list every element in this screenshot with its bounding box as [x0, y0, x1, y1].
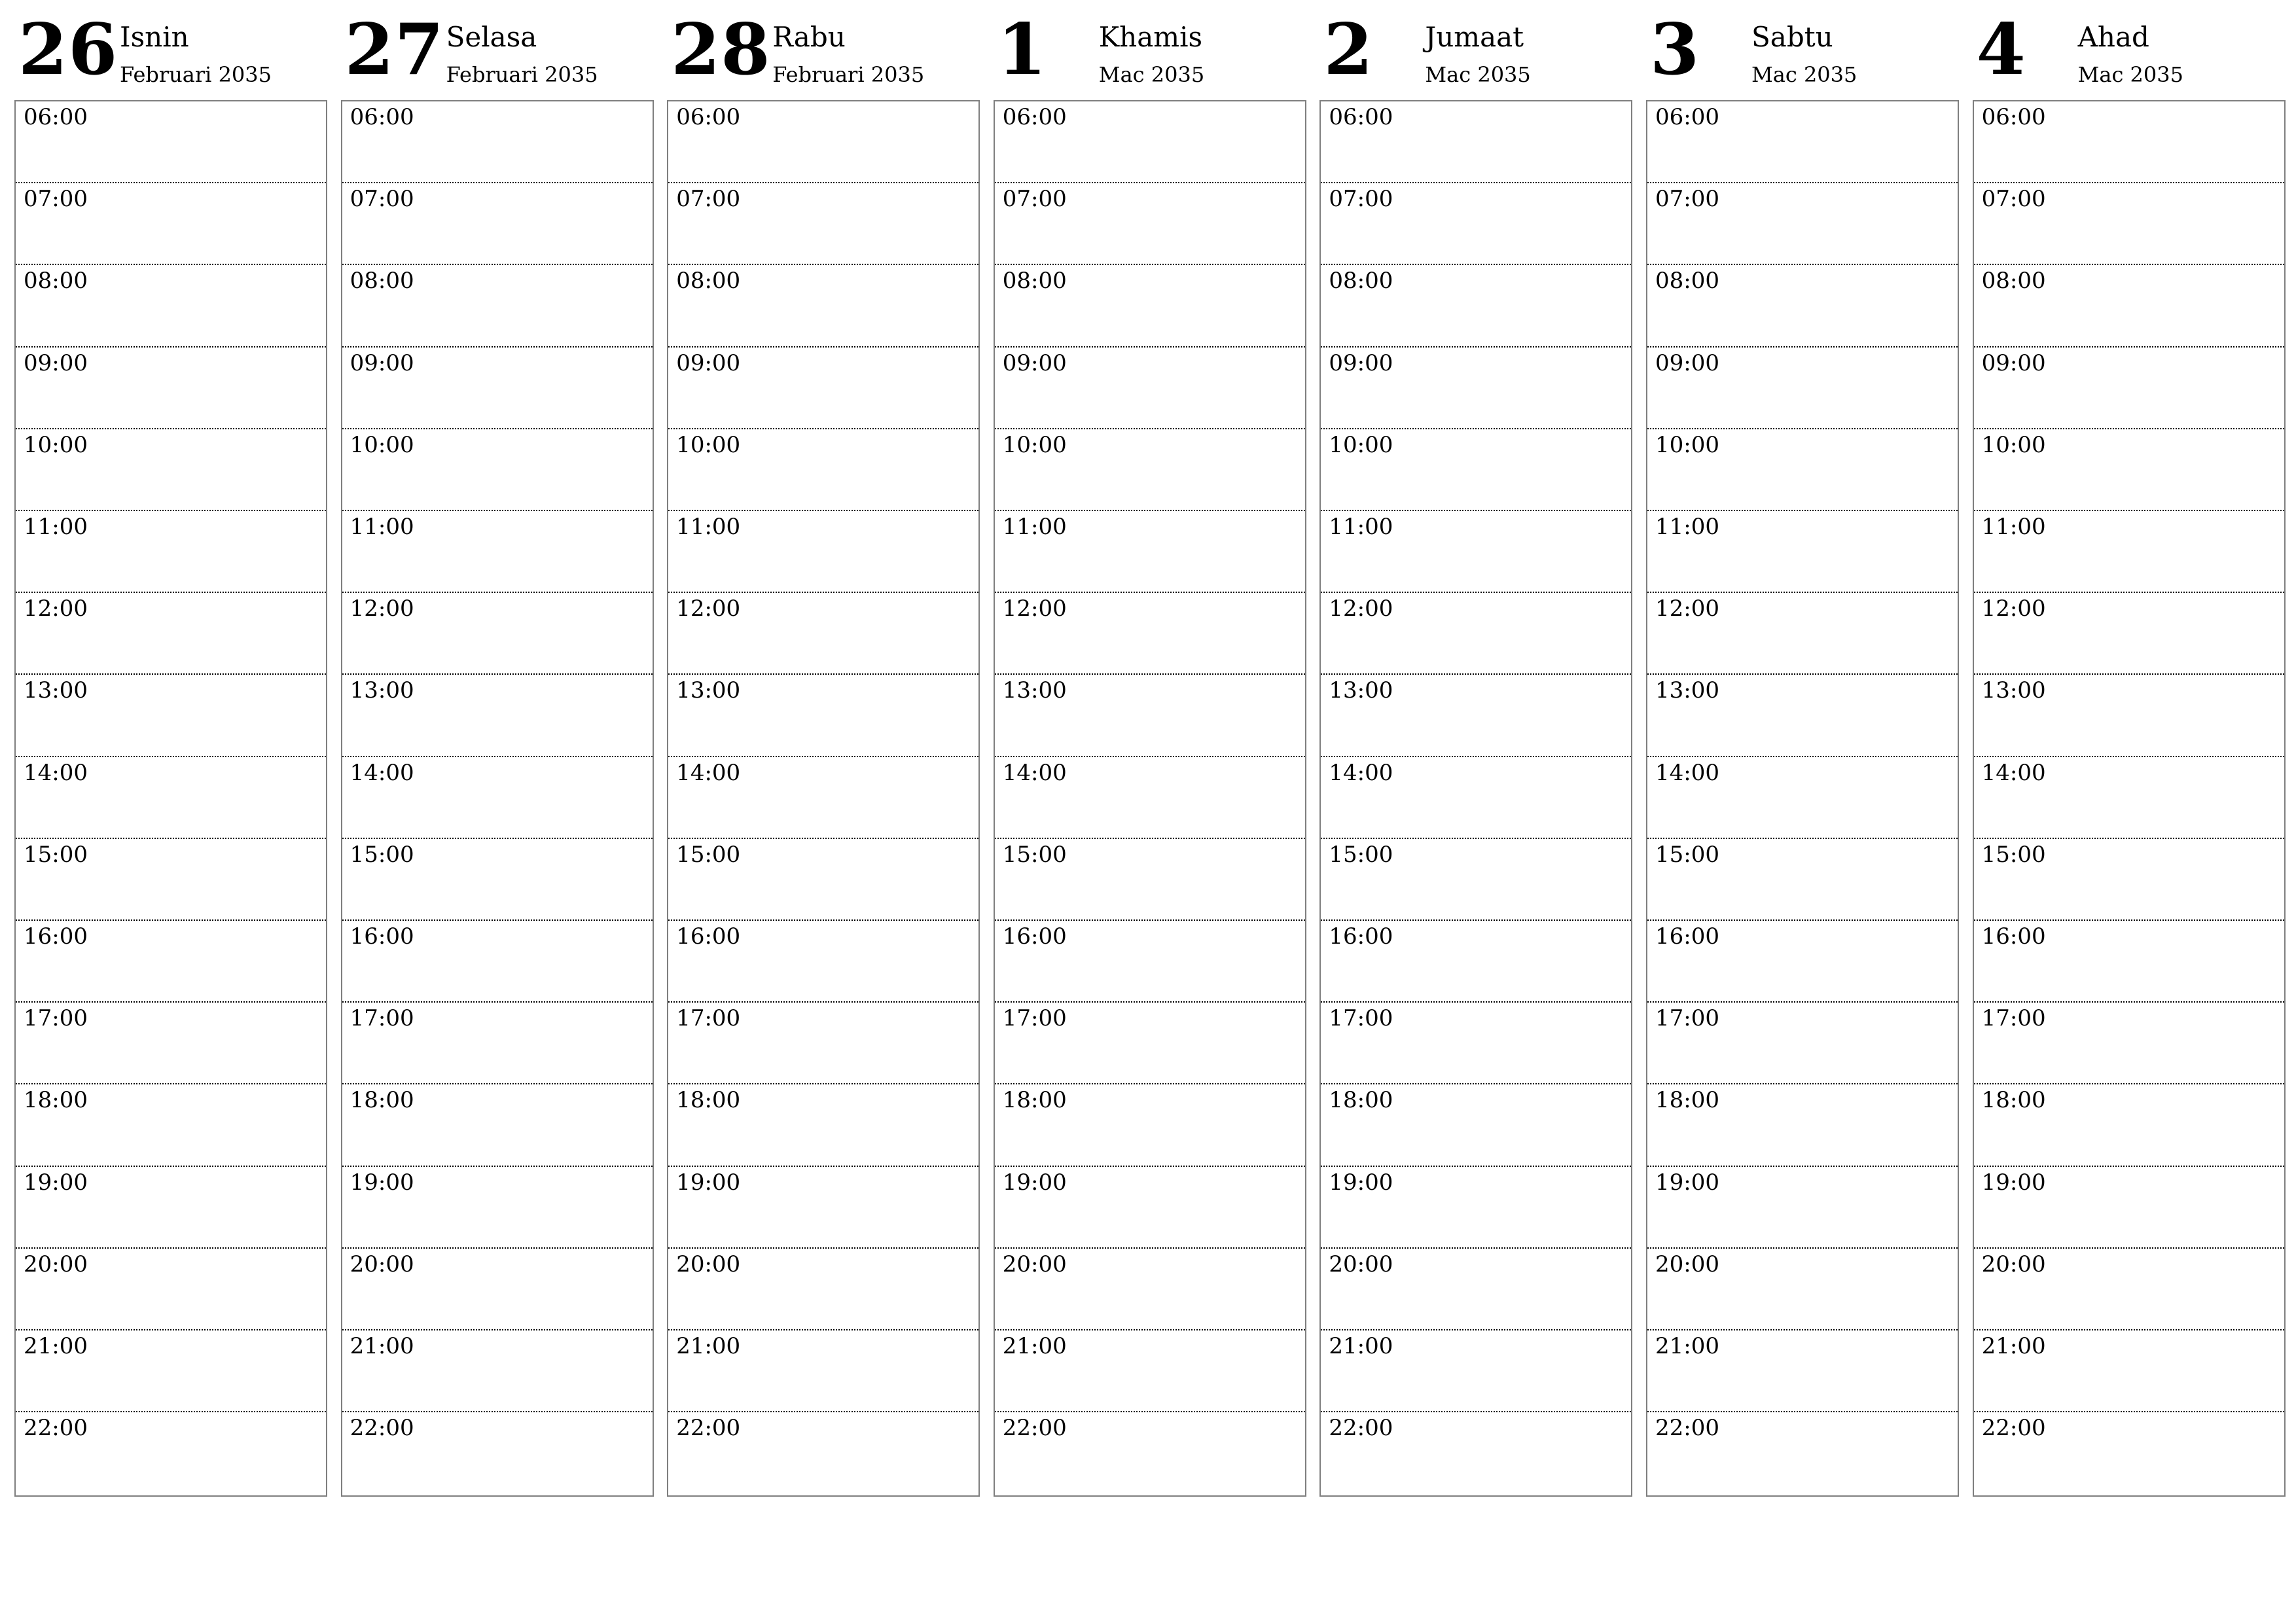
time-slot[interactable]	[1974, 1412, 2284, 1494]
time-slot[interactable]	[342, 757, 653, 839]
time-label: 08:00	[24, 268, 88, 294]
time-label: 21:00	[24, 1333, 88, 1359]
time-label: 11:00	[24, 514, 88, 540]
time-slot[interactable]	[342, 675, 653, 757]
time-label: 22:00	[676, 1415, 741, 1442]
time-slot[interactable]	[668, 839, 978, 921]
day-number: 4	[1976, 9, 2026, 91]
time-label: 09:00	[1981, 349, 2046, 376]
time-label: 11:00	[350, 514, 414, 540]
time-label: 20:00	[1981, 1251, 2046, 1277]
time-label: 11:00	[1655, 514, 1719, 540]
time-slot[interactable]	[1647, 511, 1958, 593]
time-label: 22:00	[1655, 1415, 1719, 1442]
time-slot[interactable]	[668, 1412, 978, 1494]
time-slot[interactable]	[668, 921, 978, 1003]
time-slot[interactable]	[1321, 1249, 1631, 1330]
time-slot[interactable]	[342, 429, 653, 511]
time-label: 22:00	[24, 1415, 88, 1442]
time-label: 06:00	[1002, 104, 1067, 130]
day-header	[1319, 0, 1632, 98]
time-label: 07:00	[1981, 186, 2046, 213]
time-slot[interactable]	[995, 921, 1305, 1003]
day-header	[14, 0, 327, 98]
time-label: 18:00	[1329, 1087, 1393, 1114]
time-slot[interactable]	[1321, 1412, 1631, 1494]
time-slot[interactable]	[995, 757, 1305, 839]
time-label: 06:00	[350, 104, 414, 130]
time-label: 15:00	[1329, 841, 1393, 868]
time-slot[interactable]	[1974, 1003, 2284, 1084]
time-slot[interactable]	[1647, 348, 1958, 429]
time-label: 14:00	[676, 759, 741, 786]
time-label: 21:00	[1002, 1333, 1067, 1359]
time-slot[interactable]	[16, 1003, 326, 1084]
time-slot-box	[1973, 100, 2286, 1497]
time-slot[interactable]	[1974, 1249, 2284, 1330]
time-slot[interactable]	[342, 593, 653, 675]
time-slot[interactable]	[1974, 1167, 2284, 1249]
time-label: 17:00	[24, 1005, 88, 1032]
time-slot[interactable]	[1321, 593, 1631, 675]
time-slot[interactable]	[1321, 921, 1631, 1003]
time-slot[interactable]	[668, 511, 978, 593]
time-slot[interactable]	[995, 265, 1305, 347]
time-label: 13:00	[1981, 677, 2046, 704]
time-label: 07:00	[350, 186, 414, 213]
time-label: 09:00	[1655, 349, 1719, 376]
time-slot[interactable]	[995, 1167, 1305, 1249]
day-month-year: Mac 2035	[1425, 62, 1531, 87]
time-slot[interactable]	[995, 1249, 1305, 1330]
time-label: 09:00	[1002, 349, 1067, 376]
time-slot[interactable]	[16, 593, 326, 675]
time-label: 10:00	[350, 431, 414, 458]
day-month-year: Februari 2035	[772, 62, 925, 87]
time-slot[interactable]	[1647, 265, 1958, 347]
time-label: 06:00	[1329, 104, 1393, 130]
time-label: 18:00	[1655, 1087, 1719, 1114]
time-label: 13:00	[1329, 677, 1393, 704]
time-label: 14:00	[24, 759, 88, 786]
time-label: 18:00	[1981, 1087, 2046, 1114]
time-label: 12:00	[350, 596, 414, 622]
time-slot[interactable]	[16, 183, 326, 265]
time-label: 13:00	[24, 677, 88, 704]
time-slot[interactable]	[1974, 429, 2284, 511]
time-slot[interactable]	[1974, 511, 2284, 593]
time-label: 06:00	[1655, 104, 1719, 130]
time-slot[interactable]	[1647, 593, 1958, 675]
time-label: 13:00	[1655, 677, 1719, 704]
time-slot[interactable]	[995, 511, 1305, 593]
time-slot[interactable]	[342, 1167, 653, 1249]
time-slot[interactable]	[668, 1003, 978, 1084]
day-weekday: Ahad	[2077, 21, 2149, 53]
time-label: 16:00	[676, 923, 741, 950]
time-label: 08:00	[1002, 268, 1067, 294]
time-label: 14:00	[1655, 759, 1719, 786]
day-weekday: Rabu	[772, 21, 846, 53]
time-label: 10:00	[1329, 431, 1393, 458]
time-label: 22:00	[1329, 1415, 1393, 1442]
time-slot[interactable]	[995, 1003, 1305, 1084]
time-slot[interactable]	[16, 429, 326, 511]
time-label: 20:00	[24, 1251, 88, 1277]
time-label: 07:00	[1002, 186, 1067, 213]
time-slot-box	[1646, 100, 1959, 1497]
time-label: 16:00	[1002, 923, 1067, 950]
time-slot[interactable]	[1321, 265, 1631, 347]
time-label: 21:00	[1329, 1333, 1393, 1359]
time-slot[interactable]	[16, 101, 326, 183]
time-label: 07:00	[676, 186, 741, 213]
time-slot[interactable]	[1974, 593, 2284, 675]
day-month-year: Mac 2035	[2077, 62, 2183, 87]
time-slot[interactable]	[1974, 1330, 2284, 1412]
time-label: 22:00	[1002, 1415, 1067, 1442]
time-label: 11:00	[1329, 514, 1393, 540]
time-slot[interactable]	[16, 265, 326, 347]
time-slot[interactable]	[668, 675, 978, 757]
time-label: 06:00	[24, 104, 88, 130]
time-label: 21:00	[1655, 1333, 1719, 1359]
time-slot[interactable]	[995, 839, 1305, 921]
time-label: 16:00	[1981, 923, 2046, 950]
time-slot[interactable]	[16, 921, 326, 1003]
time-label: 15:00	[676, 841, 741, 868]
time-slot[interactable]	[342, 1249, 653, 1330]
time-label: 19:00	[1981, 1169, 2046, 1196]
time-slot[interactable]	[16, 1084, 326, 1166]
time-label: 08:00	[1981, 268, 2046, 294]
time-label: 22:00	[350, 1415, 414, 1442]
time-label: 17:00	[1329, 1005, 1393, 1032]
time-slot[interactable]	[1647, 1249, 1958, 1330]
time-slot[interactable]	[1974, 839, 2284, 921]
time-slot[interactable]	[668, 101, 978, 183]
time-label: 09:00	[24, 349, 88, 376]
time-slot[interactable]	[668, 757, 978, 839]
time-slot[interactable]	[668, 429, 978, 511]
time-label: 13:00	[676, 677, 741, 704]
time-label: 18:00	[350, 1087, 414, 1114]
time-label: 20:00	[1655, 1251, 1719, 1277]
time-label: 19:00	[676, 1169, 741, 1196]
time-slot[interactable]	[1647, 1084, 1958, 1166]
day-header	[341, 0, 654, 98]
time-slot[interactable]	[1647, 839, 1958, 921]
time-label: 08:00	[676, 268, 741, 294]
day-number: 1	[997, 9, 1047, 91]
time-label: 10:00	[676, 431, 741, 458]
time-label: 08:00	[1329, 268, 1393, 294]
time-slot[interactable]	[1321, 1084, 1631, 1166]
time-slot[interactable]	[1647, 1330, 1958, 1412]
time-label: 11:00	[1981, 514, 2046, 540]
time-label: 20:00	[350, 1251, 414, 1277]
time-slot[interactable]	[16, 348, 326, 429]
time-slot[interactable]	[16, 1412, 326, 1494]
time-slot[interactable]	[1974, 675, 2284, 757]
time-slot[interactable]	[1321, 1003, 1631, 1084]
time-label: 16:00	[1655, 923, 1719, 950]
time-slot[interactable]	[1321, 757, 1631, 839]
time-label: 09:00	[1329, 349, 1393, 376]
time-slot[interactable]	[995, 429, 1305, 511]
time-slot-box	[994, 100, 1306, 1497]
time-slot[interactable]	[995, 1412, 1305, 1494]
time-slot[interactable]	[1974, 921, 2284, 1003]
time-slot-box	[1319, 100, 1632, 1497]
time-slot[interactable]	[342, 1330, 653, 1412]
time-label: 14:00	[1329, 759, 1393, 786]
time-slot-box	[14, 100, 327, 1497]
time-label: 19:00	[1002, 1169, 1067, 1196]
time-label: 18:00	[24, 1087, 88, 1114]
time-slot[interactable]	[16, 511, 326, 593]
time-label: 07:00	[1655, 186, 1719, 213]
time-slot[interactable]	[1974, 348, 2284, 429]
time-label: 11:00	[1002, 514, 1067, 540]
time-slot[interactable]	[995, 348, 1305, 429]
time-label: 10:00	[1002, 431, 1067, 458]
time-label: 18:00	[1002, 1087, 1067, 1114]
time-label: 19:00	[1329, 1169, 1393, 1196]
time-slot[interactable]	[342, 265, 653, 347]
time-slot[interactable]	[1321, 101, 1631, 183]
day-number: 2	[1323, 9, 1374, 91]
time-slot[interactable]	[995, 1330, 1305, 1412]
time-label: 09:00	[676, 349, 741, 376]
time-slot[interactable]	[1647, 1167, 1958, 1249]
time-slot[interactable]	[1321, 429, 1631, 511]
time-slot[interactable]	[342, 101, 653, 183]
time-slot[interactable]	[1647, 101, 1958, 183]
time-slot[interactable]	[1647, 675, 1958, 757]
time-label: 08:00	[350, 268, 414, 294]
day-header	[667, 0, 980, 98]
time-label: 10:00	[1655, 431, 1719, 458]
time-label: 20:00	[1002, 1251, 1067, 1277]
time-slot[interactable]	[1647, 429, 1958, 511]
time-slot[interactable]	[342, 1003, 653, 1084]
time-slot[interactable]	[342, 839, 653, 921]
time-slot[interactable]	[1321, 511, 1631, 593]
time-slot[interactable]	[342, 348, 653, 429]
time-slot[interactable]	[1321, 183, 1631, 265]
time-label: 15:00	[1002, 841, 1067, 868]
time-label: 15:00	[1981, 841, 2046, 868]
day-number: 3	[1650, 9, 1700, 91]
time-slot[interactable]	[1321, 839, 1631, 921]
time-label: 21:00	[350, 1333, 414, 1359]
time-label: 19:00	[1655, 1169, 1719, 1196]
time-label: 10:00	[1981, 431, 2046, 458]
time-slot[interactable]	[342, 183, 653, 265]
day-weekday: Sabtu	[1751, 21, 1833, 53]
time-label: 15:00	[24, 841, 88, 868]
time-label: 18:00	[676, 1087, 741, 1114]
time-slot[interactable]	[668, 1167, 978, 1249]
time-label: 09:00	[350, 349, 414, 376]
time-label: 13:00	[1002, 677, 1067, 704]
time-label: 20:00	[1329, 1251, 1393, 1277]
time-label: 10:00	[24, 431, 88, 458]
time-label: 21:00	[1981, 1333, 2046, 1359]
time-slot[interactable]	[995, 183, 1305, 265]
time-label: 22:00	[1981, 1415, 2046, 1442]
day-number: 26	[18, 9, 118, 91]
time-slot[interactable]	[995, 675, 1305, 757]
time-label: 19:00	[350, 1169, 414, 1196]
time-slot[interactable]	[1974, 1084, 2284, 1166]
time-label: 14:00	[1002, 759, 1067, 786]
time-slot[interactable]	[1321, 675, 1631, 757]
time-slot[interactable]	[668, 348, 978, 429]
time-slot[interactable]	[995, 593, 1305, 675]
day-number: 27	[344, 9, 444, 91]
time-label: 07:00	[24, 186, 88, 213]
time-label: 06:00	[676, 104, 741, 130]
time-slot[interactable]	[668, 1249, 978, 1330]
time-slot[interactable]	[16, 1249, 326, 1330]
time-slot[interactable]	[1974, 757, 2284, 839]
day-weekday: Selasa	[446, 21, 537, 53]
time-label: 06:00	[1981, 104, 2046, 130]
time-slot[interactable]	[1321, 1167, 1631, 1249]
time-label: 13:00	[350, 677, 414, 704]
time-label: 17:00	[676, 1005, 741, 1032]
time-slot[interactable]	[342, 921, 653, 1003]
time-slot[interactable]	[1647, 1003, 1958, 1084]
time-slot[interactable]	[668, 183, 978, 265]
time-label: 14:00	[1981, 759, 2046, 786]
time-slot[interactable]	[16, 757, 326, 839]
time-label: 16:00	[350, 923, 414, 950]
time-label: 12:00	[24, 596, 88, 622]
time-slot[interactable]	[1647, 1412, 1958, 1494]
time-label: 21:00	[676, 1333, 741, 1359]
day-weekday: Khamis	[1098, 21, 1203, 53]
time-label: 17:00	[1655, 1005, 1719, 1032]
time-slot[interactable]	[1647, 183, 1958, 265]
time-slot[interactable]	[1321, 348, 1631, 429]
day-header	[994, 0, 1306, 98]
day-month-year: Mac 2035	[1098, 62, 1205, 87]
day-month-year: Februari 2035	[120, 62, 272, 87]
day-month-year: Februari 2035	[446, 62, 598, 87]
time-label: 15:00	[350, 841, 414, 868]
day-header	[1973, 0, 2286, 98]
time-label: 17:00	[1002, 1005, 1067, 1032]
time-slot[interactable]	[1974, 265, 2284, 347]
day-header	[1646, 0, 1959, 98]
day-number: 28	[671, 9, 771, 91]
time-label: 15:00	[1655, 841, 1719, 868]
day-weekday: Jumaat	[1425, 21, 1524, 53]
time-label: 07:00	[1329, 186, 1393, 213]
time-label: 12:00	[1002, 596, 1067, 622]
time-slot[interactable]	[668, 1330, 978, 1412]
time-slot[interactable]	[342, 1412, 653, 1494]
time-slot[interactable]	[995, 101, 1305, 183]
time-label: 16:00	[1329, 923, 1393, 950]
time-label: 14:00	[350, 759, 414, 786]
time-label: 20:00	[676, 1251, 741, 1277]
time-slot[interactable]	[16, 839, 326, 921]
time-slot-box	[341, 100, 654, 1497]
time-slot[interactable]	[342, 511, 653, 593]
time-label: 08:00	[1655, 268, 1719, 294]
time-label: 17:00	[350, 1005, 414, 1032]
time-label: 11:00	[676, 514, 741, 540]
time-label: 19:00	[24, 1169, 88, 1196]
time-label: 12:00	[1981, 596, 2046, 622]
time-slot[interactable]	[1974, 183, 2284, 265]
time-slot[interactable]	[1321, 1330, 1631, 1412]
time-slot[interactable]	[995, 1084, 1305, 1166]
time-slot[interactable]	[16, 675, 326, 757]
time-slot[interactable]	[668, 265, 978, 347]
time-slot[interactable]	[668, 1084, 978, 1166]
time-slot[interactable]	[16, 1330, 326, 1412]
time-slot[interactable]	[1647, 757, 1958, 839]
time-slot[interactable]	[16, 1167, 326, 1249]
day-weekday: Isnin	[120, 21, 189, 53]
time-label: 12:00	[1655, 596, 1719, 622]
time-slot[interactable]	[342, 1084, 653, 1166]
time-label: 12:00	[676, 596, 741, 622]
time-slot[interactable]	[1647, 921, 1958, 1003]
time-slot[interactable]	[668, 593, 978, 675]
time-label: 12:00	[1329, 596, 1393, 622]
time-slot[interactable]	[1974, 101, 2284, 183]
time-slot-box	[667, 100, 980, 1497]
day-month-year: Mac 2035	[1751, 62, 1857, 87]
time-label: 17:00	[1981, 1005, 2046, 1032]
time-label: 16:00	[24, 923, 88, 950]
